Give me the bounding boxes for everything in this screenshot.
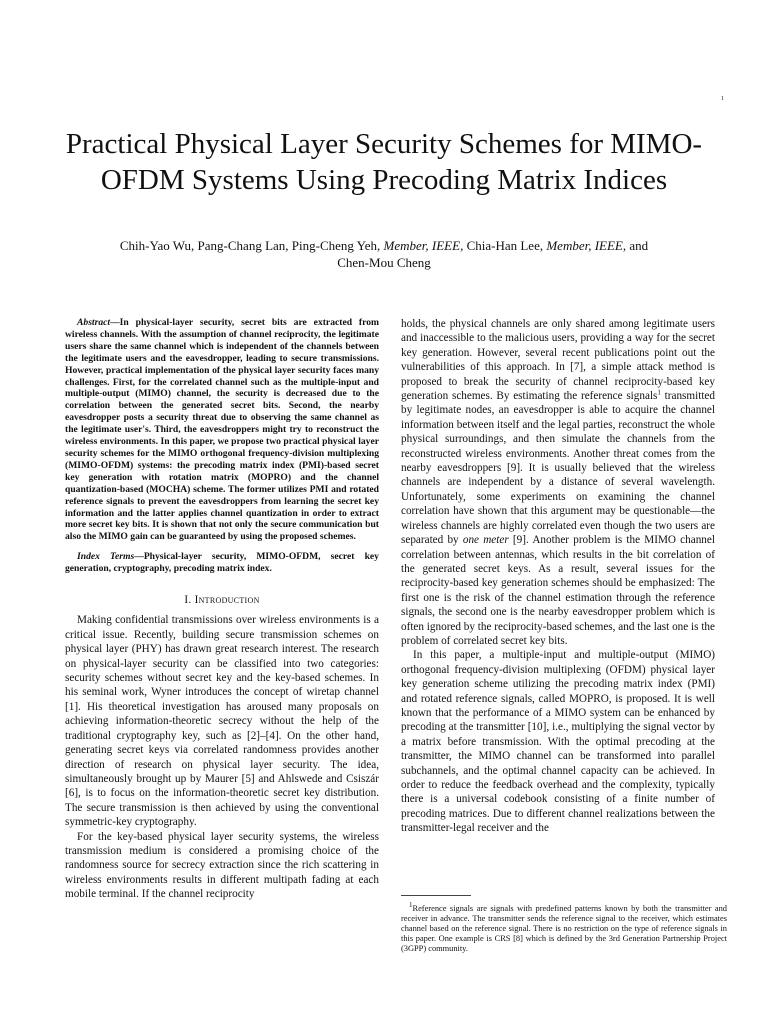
authors-part-c: , and xyxy=(622,238,649,253)
paper-title: Practical Physical Layer Security Schemes for MIMO-OFDM Systems Using Precoding Matrix Indices xyxy=(65,128,703,196)
member-affiliation-1: Member, IEEE xyxy=(383,238,461,253)
footnote-text: Reference signals are signals with predefined patterns known by both the transmitter and receiver in advance. The transmitter sends the reference signal to the receiver, which estimates channel based on the reference signal. There is no restriction on the type of reference signals in this paper. One example is CRS [8] which is defined by the 3rd Generation Partnership Project (3GPP) community. xyxy=(401,904,727,954)
right-paragraph-1 xyxy=(401,317,715,648)
footnote-number: 1 xyxy=(409,901,413,910)
abstract xyxy=(65,317,379,543)
authors-part-b: , Chia-Han Lee, xyxy=(460,238,544,253)
footnote-rule xyxy=(401,895,471,896)
section-numeral: I. xyxy=(184,594,192,607)
section-heading-introduction xyxy=(65,593,379,607)
left-column xyxy=(65,317,379,902)
abstract-text: —In physical-layer security, secret bits are extracted from wireless channels. With the assumption of channel reciprocity, the legitimate users share the same channel which is independent of the channels between the legitimate users and the eavesdropper, leading to secure transmissions. However, practical implementation of the physical layer security faces many challenges. First, for the correlated channel such as the multiple-input and multiple-output (MIMO) channel, the security is decreased due to the correlation between the generated secret bits. Second, the nearby eavesdropper posts a security threat due to observing the same channel as the legitimate user's. Third, the eavesdroppers might try to reconstruct the wireless environments. In this paper, we propose two practical physical layer security schemes for the MIMO orthogonal frequency-division multiplexing (MIMO-OFDM) systems: the precoding matrix index (PMI)-based secret key generation with rotation matrix (MOPRO) and the channel quantization-based (MOCHA) scheme. The former utilizes PMI and rotated reference signals to prevent the eavesdroppers from learning the secret key information and the latter applies channel quantization in order to extract more secret key bits. It is shown that not only the secure communication but also the MIMO gain can be guaranteed by using the proposed schemes. xyxy=(65,317,379,543)
index-terms-text: —Physical-layer security, MIMO-OFDM, secret key generation, cryptography, precoding matrix index. xyxy=(65,551,379,575)
right-p1-part3: [9]. Another problem is the MIMO channel correlation between antennas, which results in the bit correlation of the generated secret keys. As a result, several issues for the reciprocity-based key generation schemes should be emphasized: The first one is the risk of the channel estimation through the reference signals, the second one is the nearby eavesdropper problem which is often ignored by the reciprocity-based schemes, and the last one is the problem of correlated secret key bits. xyxy=(401,534,715,647)
author-line-2: Chen-Mou Cheng xyxy=(337,255,431,270)
intro-paragraph-1: Making confidential transmissions over wireless environments is a critical issue. Recently, building secure transmission schemes on physical layer (PHY) has drawn great research interest. The research on physical-layer security can be classified into two categories: security schemes without secret key and the key-based schemes. In his seminal work, Wyner introduces the concept of wiretap channel [1]. His theoretical investigation has aroused many proposals on achieving information-theoretic secrecy without the help of the traditional cryptography key, such as [2]–[4]. On the other hand, generating secret keys via correlated randomness provides another direction of research on physical layer security. The idea, simultaneously brought up by Maurer [5] and Ahlswede and Csiszár [6], is to focus on the information-theoretic secret key distribution. The secure transmission is then achieved by using the conventional symmetric-key cryptography. xyxy=(65,614,379,829)
index-terms xyxy=(65,551,379,575)
right-column xyxy=(401,317,715,836)
authors-part-a: Chih-Yao Wu, Pang-Chang Lan, Ping-Cheng Yeh, xyxy=(119,238,381,253)
member-affiliation-2: Member, IEEE xyxy=(546,238,623,253)
footnote-marker: 1 xyxy=(657,388,661,397)
index-terms-lead: Index Terms xyxy=(77,551,135,563)
right-p1-part1: holds, the physical channels are only shared among legitimate users and inaccessible to the malicious users, providing a way for the secret key generation. However, several recent publications point out the vulnerabilities of this approach. In [7], a simple attack method is proposed to break the security of channel reciprocity-based key generation schemes. By estimating the reference signals xyxy=(401,318,715,403)
right-p1-emphasis: one meter xyxy=(462,534,509,547)
intro-paragraph-2: For the key-based physical layer security systems, the wireless transmission medium is considered a promising choice of the randomness source for secrecy extraction since the rich scattering in wireless environments results in different multipath fading at each mobile terminal. If the channel reciprocity xyxy=(65,830,379,901)
right-paragraph-2: In this paper, a multiple-input and multiple-output (MIMO) orthogonal frequency-division multiplexing (OFDM) physical layer key generation scheme utilizing the precoding matrix index (PMI) and rotated reference signals, called MOPRO, is proposed. It is well known that the performance of a MIMO system can be enhanced by precoding at the transmitter [10], i.e., multiplying the signal vector by a matrix before transmission. With the optimal precoding at the transmitter, the MIMO channel can be transformed into parallel subchannels, and the optimal channel capacity can be achieved. In order to reduce the feedback overhead and the complexity, typically there is a universal codebook consisting of a finite number of precoding matrices. Due to different channel realizations between the transmitter-legal receiver and the xyxy=(401,649,715,835)
abstract-lead: Abstract xyxy=(77,317,111,328)
page-number: 1 xyxy=(721,96,724,102)
footnote xyxy=(401,901,727,954)
author-block xyxy=(60,237,708,271)
author-line-1 xyxy=(60,237,708,254)
section-name: Introduction xyxy=(194,594,260,607)
right-p1-part2: transmitted by legitimate nodes, an eavesdropper is able to acquire the channel information between itself and the legal parties, reconstruct the whole physical surroundings, and then simulate the channels from the reconstructed wireless environments. Another threat comes from the nearby eavesdroppers [9]. It is usually believed that the wireless channels are independent by a distance of several wavelength. Unfortunately, some experiments on examining the channel correlation have shown that this argument may be questionable—the wireless channels are highly correlated even though the two users are separated by xyxy=(401,390,715,547)
